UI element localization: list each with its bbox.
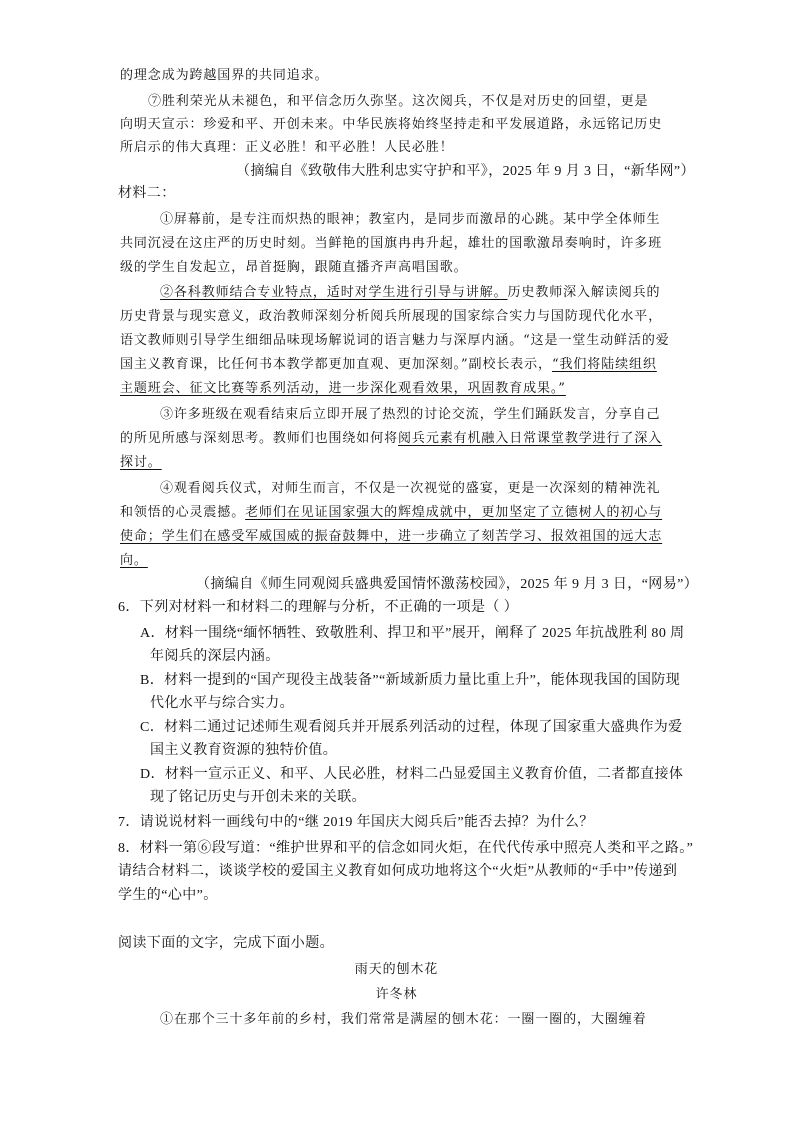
question-7: 7．请说说材料一画线句中的“继 2019 年国庆大阅兵后”能否去掉？为什么？ [118, 815, 594, 830]
material1-p7-line: 向明天宣示：珍爱和平、开创未来。中华民族将始终坚持走和平发展道路，永远铭记历史 [120, 117, 663, 132]
material2-p2-line: 历史背景与现实意义，政治教师深刻分析阅兵所展现的国家综合实力与国防现代化水平， [120, 309, 663, 324]
material1-p7-line: ⑦胜利荣光从未褪色，和平信念历久弥坚。这次阅兵，不仅是对历史的回望，更是 [148, 94, 649, 109]
material2-heading: 材料二： [118, 186, 176, 201]
question-6: 6．下列对材料一和材料二的理解与分析，不正确的一项是（ ） [118, 600, 519, 615]
material2-p1-line: 共同沉浸在这庄严的历史时刻。当鲜艳的国旗冉冉升起，雄壮的国歌激昂奏响时，许多班 [120, 236, 663, 251]
material2-p3-line: 的所见所感与深刻思考。教师们也围绕如何将阅兵元素有机融入日常课堂教学进行了深入 [120, 431, 663, 446]
reading-instruction: 阅读下面的文字，完成下面小题。 [118, 936, 334, 951]
passage-p1-line: ①在那个三十多年前的乡村，我们常常是满屋的刨木花：一圈一圈的，大圈缠着 [160, 1012, 647, 1027]
material2-p3-line: ③许多班级在观看结束后立即开展了热烈的讨论交流，学生们踊跃发言，分享自己 [160, 407, 661, 422]
material1-source: （摘编自《致敬伟大胜利忠实守护和平》，2025 年 9 月 3 日，“新华网”） [236, 164, 695, 179]
underlined-sentence: 老师们在见证国家强大的辉煌成就中，更加坚定了立德树人的初心与 [245, 505, 663, 520]
underlined-sentence: ②各科教师结合专业特点，适时对学生进行引导与讲解。 [160, 285, 508, 300]
option-d: 现了铭记历史与开创未来的关联。 [150, 790, 366, 805]
option-c: C．材料二通过记述师生观看阅兵并开展系列活动的过程，体现了国家重大盛典作为爱 [140, 720, 683, 735]
option-b: B．材料一提到的“国产现役主战装备”“新域新质力量比重上升”，能体现我国的国防现 [140, 673, 681, 688]
material2-p4-line: 和领悟的心灵震撼。老师们在见证国家强大的辉煌成就中，更加坚定了立德树人的初心与 [120, 505, 663, 520]
material2-source: （摘编自《师生同观阅兵盛典爱国情怀激荡校园》，2025 年 9 月 3 日，“网易”） [196, 577, 699, 592]
option-c: 国主义教育资源的独特价值。 [150, 743, 338, 758]
underlined-sentence: 主题班会、征文比赛等系列活动，进一步深化观看效果，巩固教育成果。” [120, 381, 566, 396]
option-a: A．材料一围绕“缅怀牺牲、致敬胜利、捍卫和平”展开，阐释了 2025 年抗战胜利 80 周 [140, 626, 685, 641]
material2-p1-line: ①屏幕前，是专注而炽热的眼神；教室内，是同步而激昂的心跳。某中学全体师生 [160, 212, 661, 227]
material2-p2-line: 语文教师则引导学生细细品味现场解说词的语言魅力与深厚内涵。“这是一堂生动鲜活的爱 [120, 333, 670, 348]
material2-p2-line: 国主义教育课，比任何书本教学都更加直观、更加深刻。”副校长表示，“我们将陆续组织 [120, 357, 657, 372]
material2-p1-line: 级的学生自发起立，昂首挺胸，跟随直播齐声高唱国歌。 [120, 260, 468, 275]
option-d: D．材料一宣示正义、和平、人民必胜，材料二凸显爱国主义教育价值，二者都直接体 [140, 767, 684, 782]
underlined-sentence: 使命；学生们在感受军威国威的振奋鼓舞中，进一步确立了刻苦学习、报效祖国的远大志 [120, 529, 663, 544]
material2-p4-line: ④观看阅兵仪式，对师生而言，不仅是一次视觉的盛宴，更是一次深刻的精神洗礼 [160, 481, 661, 496]
passage-author: 许冬林 [375, 987, 418, 1002]
underlined-sentence: “我们将陆续组织 [551, 357, 657, 372]
question-8: 学生的“心中”。 [118, 888, 218, 903]
question-8: 请结合材料二，谈谈学校的爱国主义教育如何成功地将这个“火炬”从教师的“手中”传递到 [118, 864, 678, 879]
material1-line: 的理念成为跨越国界的共同追求。 [120, 68, 329, 83]
underlined-sentence: 阅兵元素有机融入日常课堂教学进行了深入 [398, 431, 663, 446]
option-a: 年阅兵的深层内涵。 [150, 649, 280, 664]
passage-title: 雨天的刨木花 [354, 962, 439, 977]
underlined-sentence: 探讨。 [120, 455, 162, 470]
option-b: 代化水平与综合实力。 [150, 696, 294, 711]
material2-p2-line: ②各科教师结合专业特点，适时对学生进行引导与讲解。历史教师深入解读阅兵的 [160, 285, 661, 300]
question-8: 8．材料一第⑥段写道：“维护世界和平的信念如同火炬，在代代传承中照亮人类和平之路。” [118, 841, 694, 856]
material1-p7-line: 所启示的伟大真理：正义必胜！和平必胜！人民必胜！ [120, 140, 454, 155]
underlined-sentence: 向。 [120, 553, 148, 568]
